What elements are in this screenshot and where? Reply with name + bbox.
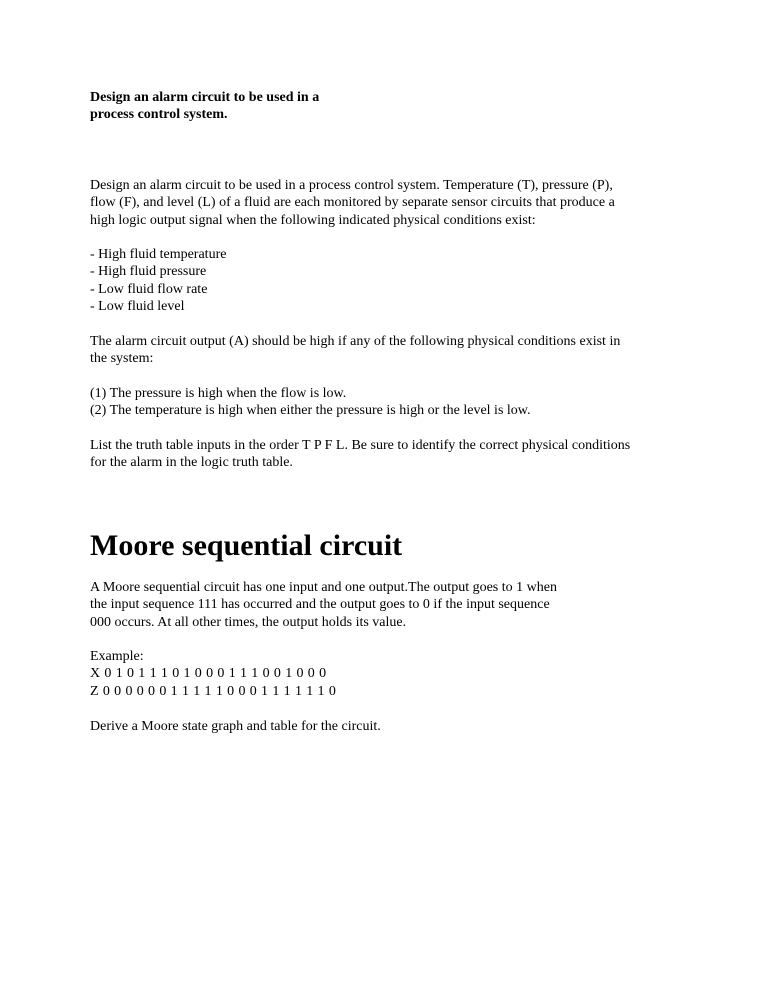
truth-table-instructions — [90, 437, 690, 472]
moore-description-paragraph — [90, 579, 690, 631]
moore-description-line: A Moore sequential circuit has one input and one output.The output goes to 1 when — [90, 580, 557, 595]
alarm-intro-paragraph — [90, 177, 690, 229]
example-label: Example: — [90, 649, 144, 664]
condition-item: - High fluid pressure — [90, 264, 207, 280]
instruction-line: for the alarm in the logic truth table. — [90, 455, 293, 471]
example-block — [90, 648, 690, 700]
alarm-heading — [90, 89, 650, 124]
alarm-output-paragraph — [90, 333, 690, 368]
alarm-intro-line: high logic output signal when the following indicated physical conditions exist: — [90, 212, 536, 228]
condition-item: - Low fluid level — [90, 299, 185, 315]
x-sequence: X 0 1 0 1 1 1 0 1 0 0 0 1 1 1 0 0 1 0 0 0 — [90, 666, 327, 682]
moore-description-line: 000 occurs. At all other times, the output holds its value. — [90, 614, 407, 630]
alarm-output-line: The alarm circuit output (A) should be high if any of the following physical conditions exist in — [90, 334, 621, 349]
moore-description-line: the input sequence 111 has occurred and the output goes to 0 if the input sequence — [90, 597, 550, 613]
alarm-intro-line: Design an alarm circuit to be used in a process control system. Temperature (T), pressure (P), — [90, 178, 613, 193]
rules-list — [90, 385, 690, 420]
instruction-line: List the truth table inputs in the order T P F L. Be sure to identify the correct physical conditions — [90, 438, 631, 453]
condition-item: - High fluid temperature — [90, 247, 227, 262]
alarm-heading-line2: process control system. — [90, 107, 228, 123]
rule-item: (2) The temperature is high when either the pressure is high or the level is low. — [90, 403, 531, 419]
rule-item: (1) The pressure is high when the flow is low. — [90, 386, 347, 401]
moore-heading: Moore sequential circuit — [90, 529, 403, 562]
alarm-intro-line: flow (F), and level (L) of a fluid are each monitored by separate sensor circuits that produce a — [90, 195, 615, 211]
condition-item: - Low fluid flow rate — [90, 281, 208, 297]
alarm-heading-line1: Design an alarm circuit to be used in a — [90, 90, 320, 105]
derive-paragraph — [90, 718, 690, 735]
derive-line: Derive a Moore state graph and table for the circuit. — [90, 719, 381, 734]
z-sequence: Z 0 0 0 0 0 0 1 1 1 1 1 0 0 0 1 1 1 1 1 1 0 — [90, 683, 337, 699]
conditions-list — [90, 246, 690, 316]
alarm-output-line: the system: — [90, 351, 154, 367]
